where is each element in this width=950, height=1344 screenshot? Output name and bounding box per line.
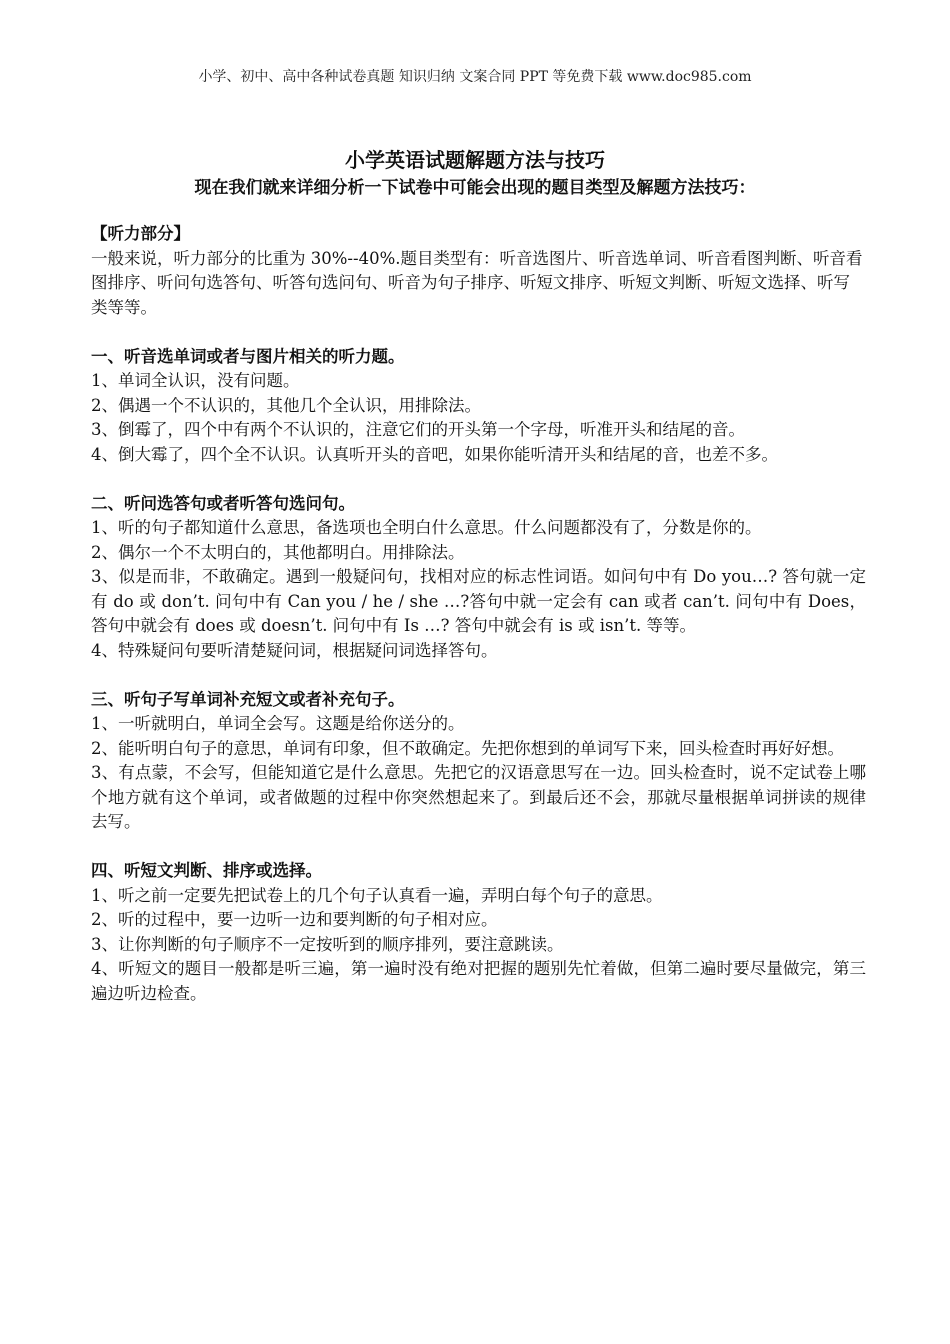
- list-item: 1、一听就明白，单词全会写。这题是给你送分的。: [91, 714, 465, 733]
- list-item: 1、听的句子都知道什么意思，备选项也全明白什么意思。什么问题都没有了，分数是你的。: [91, 518, 762, 537]
- section-4: [91, 859, 866, 1006]
- listening-intro: 一般来说，听力部分的比重为 30%--40%.题目类型有：听音选图片、听音选单词、听音看图判断、听音看图排序、听问句选答句、听答句选问句、听音为句子排序、听短文排序、听短文判断、听短文选择、听写类等等。: [91, 248, 863, 317]
- list-item: 2、能听明白句子的意思，单词有印象，但不敢确定。先把你想到的单词写下来，回头检查时再好好想。: [91, 738, 844, 758]
- list-item: 3、让你判断的句子顺序不一定按听到的顺序排列，要注意跳读。: [91, 934, 564, 954]
- document-body: [91, 222, 866, 1006]
- page-header: 小学、初中、高中各种试卷真题 知识归纳 文案合同 PPT 等免费下载 www.doc985.com: [198, 69, 752, 85]
- section-title: 二、听问选答句或者听答句选问句。: [91, 493, 355, 513]
- list-item: 1、听之前一定要先把试卷上的几个句子认真看一遍，弄明白每个句子的意思。: [91, 885, 663, 905]
- section-2: [91, 492, 866, 664]
- document-title: 小学英语试题解题方法与技巧: [345, 148, 605, 172]
- section-title: 三、听句子写单词补充短文或者补充句子。: [91, 689, 405, 709]
- list-item: 3、似是而非，不敢确定。遇到一般疑问句，找相对应的标志性词语。如问句中有 Do you…? 答句就一定有 do 或 don’t. 问句中有 Can you / he / she …?答句中就一定会有 can 或者 can’t. 问句中有 Does，答句中就会有 does 或 doesn’t. 问句中有 Is …? 答句中就会有 is 或 isn’t. 等等。: [91, 567, 866, 635]
- list-item: 2、偶遇一个不认识的，其他几个全认识，用排除法。: [91, 395, 481, 415]
- listening-heading: 【听力部分】: [91, 224, 190, 243]
- section-1: [91, 345, 866, 468]
- section-title: 一、听音选单词或者与图片相关的听力题。: [91, 346, 405, 366]
- list-item: 4、倒大霉了，四个全不认识。认真听开头的音吧，如果你能听清开头和结尾的音，也差不多。: [91, 444, 778, 464]
- list-item: 2、听的过程中，要一边听一边和要判断的句子相对应。: [91, 910, 498, 929]
- list-item: 3、有点蒙，不会写，但能知道它是什么意思。先把它的汉语意思写在一边。回头检查时，说不定试卷上哪个地方就有这个单词，或者做题的过程中你突然想起来了。到最后还不会，那就尽量根据单词拼读的规律去写。: [91, 763, 866, 831]
- list-item: 4、听短文的题目一般都是听三遍，第一遍时没有绝对把握的题别先忙着做，但第二遍时要尽量做完，第三遍边听边检查。: [91, 959, 866, 1003]
- list-item: 4、特殊疑问句要听清楚疑问词，根据疑问词选择答句。: [91, 640, 498, 660]
- list-item: 1、单词全认识，没有问题。: [91, 371, 300, 390]
- section-title: 四、听短文判断、排序或选择。: [91, 861, 322, 880]
- section-3: [91, 688, 866, 835]
- list-item: 2、偶尔一个不太明白的，其他都明白。用排除法。: [91, 542, 465, 562]
- list-item: 3、倒霉了，四个中有两个不认识的，注意它们的开头第一个字母，听准开头和结尾的音。: [91, 420, 745, 439]
- document-subtitle: 现在我们就来详细分析一下试卷中可能会出现的题目类型及解题方法技巧：: [194, 178, 756, 198]
